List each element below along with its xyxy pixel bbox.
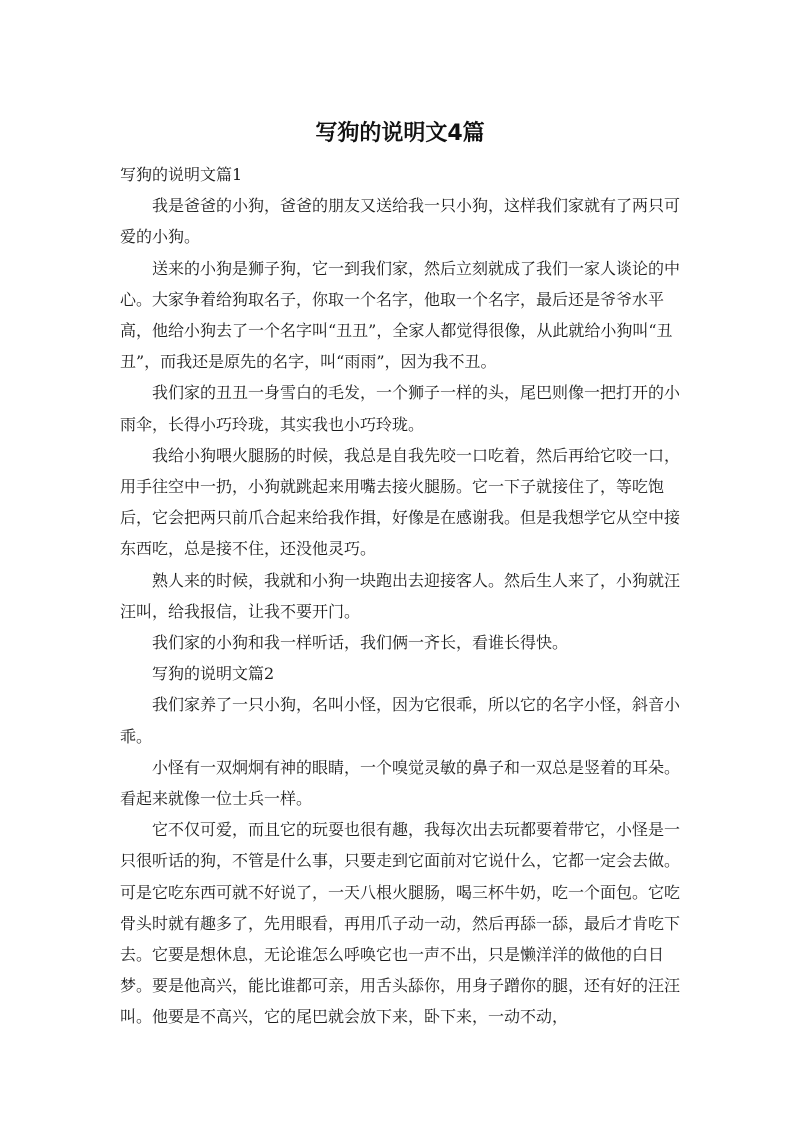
document-body bbox=[120, 159, 680, 1033]
paragraph: 送来的小狗是狮子狗，它一到我们家，然后立刻就成了我们一家人谈论的中心。大家争着给狗取名子，你取一个名字，他取一个名字，最后还是爷爷水平高，他给小狗去了一个名字叫“丑丑”，全家人都觉得很像，从此就给小狗叫“丑丑”，而我还是原先的名字，叫“雨雨”，因为我不丑。 bbox=[120, 258, 681, 372]
paragraph: 我是爸爸的小狗，爸爸的朋友又送给我一只小狗，这样我们家就有了两只可爱的小狗。 bbox=[120, 196, 681, 247]
paragraph: 我们家养了一只小狗，名叫小怪，因为它很乖，所以它的名字小怪，斜音小乖。 bbox=[120, 695, 681, 746]
paragraph: 我们家的小狗和我一样听话，我们俩一齐长，看谁长得快。 bbox=[152, 633, 569, 653]
paragraph: 小怪有一双炯炯有神的眼睛，一个嗅觉灵敏的鼻子和一双总是竖着的耳朵。看起来就像一位士兵一样。 bbox=[120, 757, 681, 809]
document-title: 写狗的说明文4篇 bbox=[315, 121, 485, 146]
section-heading: 写狗的说明文篇2 bbox=[152, 664, 275, 684]
paragraph: 熟人来的时候，我就和小狗一块跑出去迎接客人。然后生人来了，小狗就汪汪叫，给我报信，让我不要开门。 bbox=[120, 570, 681, 621]
paragraph: 我们家的丑丑一身雪白的毛发，一个狮子一样的头，尾巴则像一把打开的小雨伞，长得小巧玲珑，其实我也小巧玲珑。 bbox=[120, 383, 681, 434]
section-heading: 写狗的说明文篇1 bbox=[120, 165, 243, 184]
paragraph: 我给小狗喂火腿肠的时候，我总是自我先咬一口吃着，然后再给它咬一口，用手往空中一扔，小狗就跳起来用嘴去接火腿肠。它一下子就接住了，等吃饱后，它会把两只前爪合起来给我作揖，好像是在感谢我。但是我想学它从空中接东西吃，总是接不住，还没他灵巧。 bbox=[120, 445, 681, 559]
paragraph: 它不仅可爱，而且它的玩耍也很有趣，我每次出去玩都要着带它，小怪是一只很听话的狗，不管是什么事，只要走到它面前对它说什么，它都一定会去做。可是它吃东西可就不好说了，一天八根火腿肠，喝三杯牛奶，吃一个面包。它吃骨头时就有趣多了，先用眼看，再用爪子动一动，然后再舔一舔，最后才肯吃下去。它要是想休息，无论谁怎么呼唤它也一声不出，只是懒洋洋的做他的白日梦。要是他高兴，能比谁都可亲，用舌头舔你，用身子蹭你的腿，还有好的汪汪叫。他要是不高兴，它的尾巴就会放下来，卧下来，一动不动， bbox=[120, 820, 681, 1027]
